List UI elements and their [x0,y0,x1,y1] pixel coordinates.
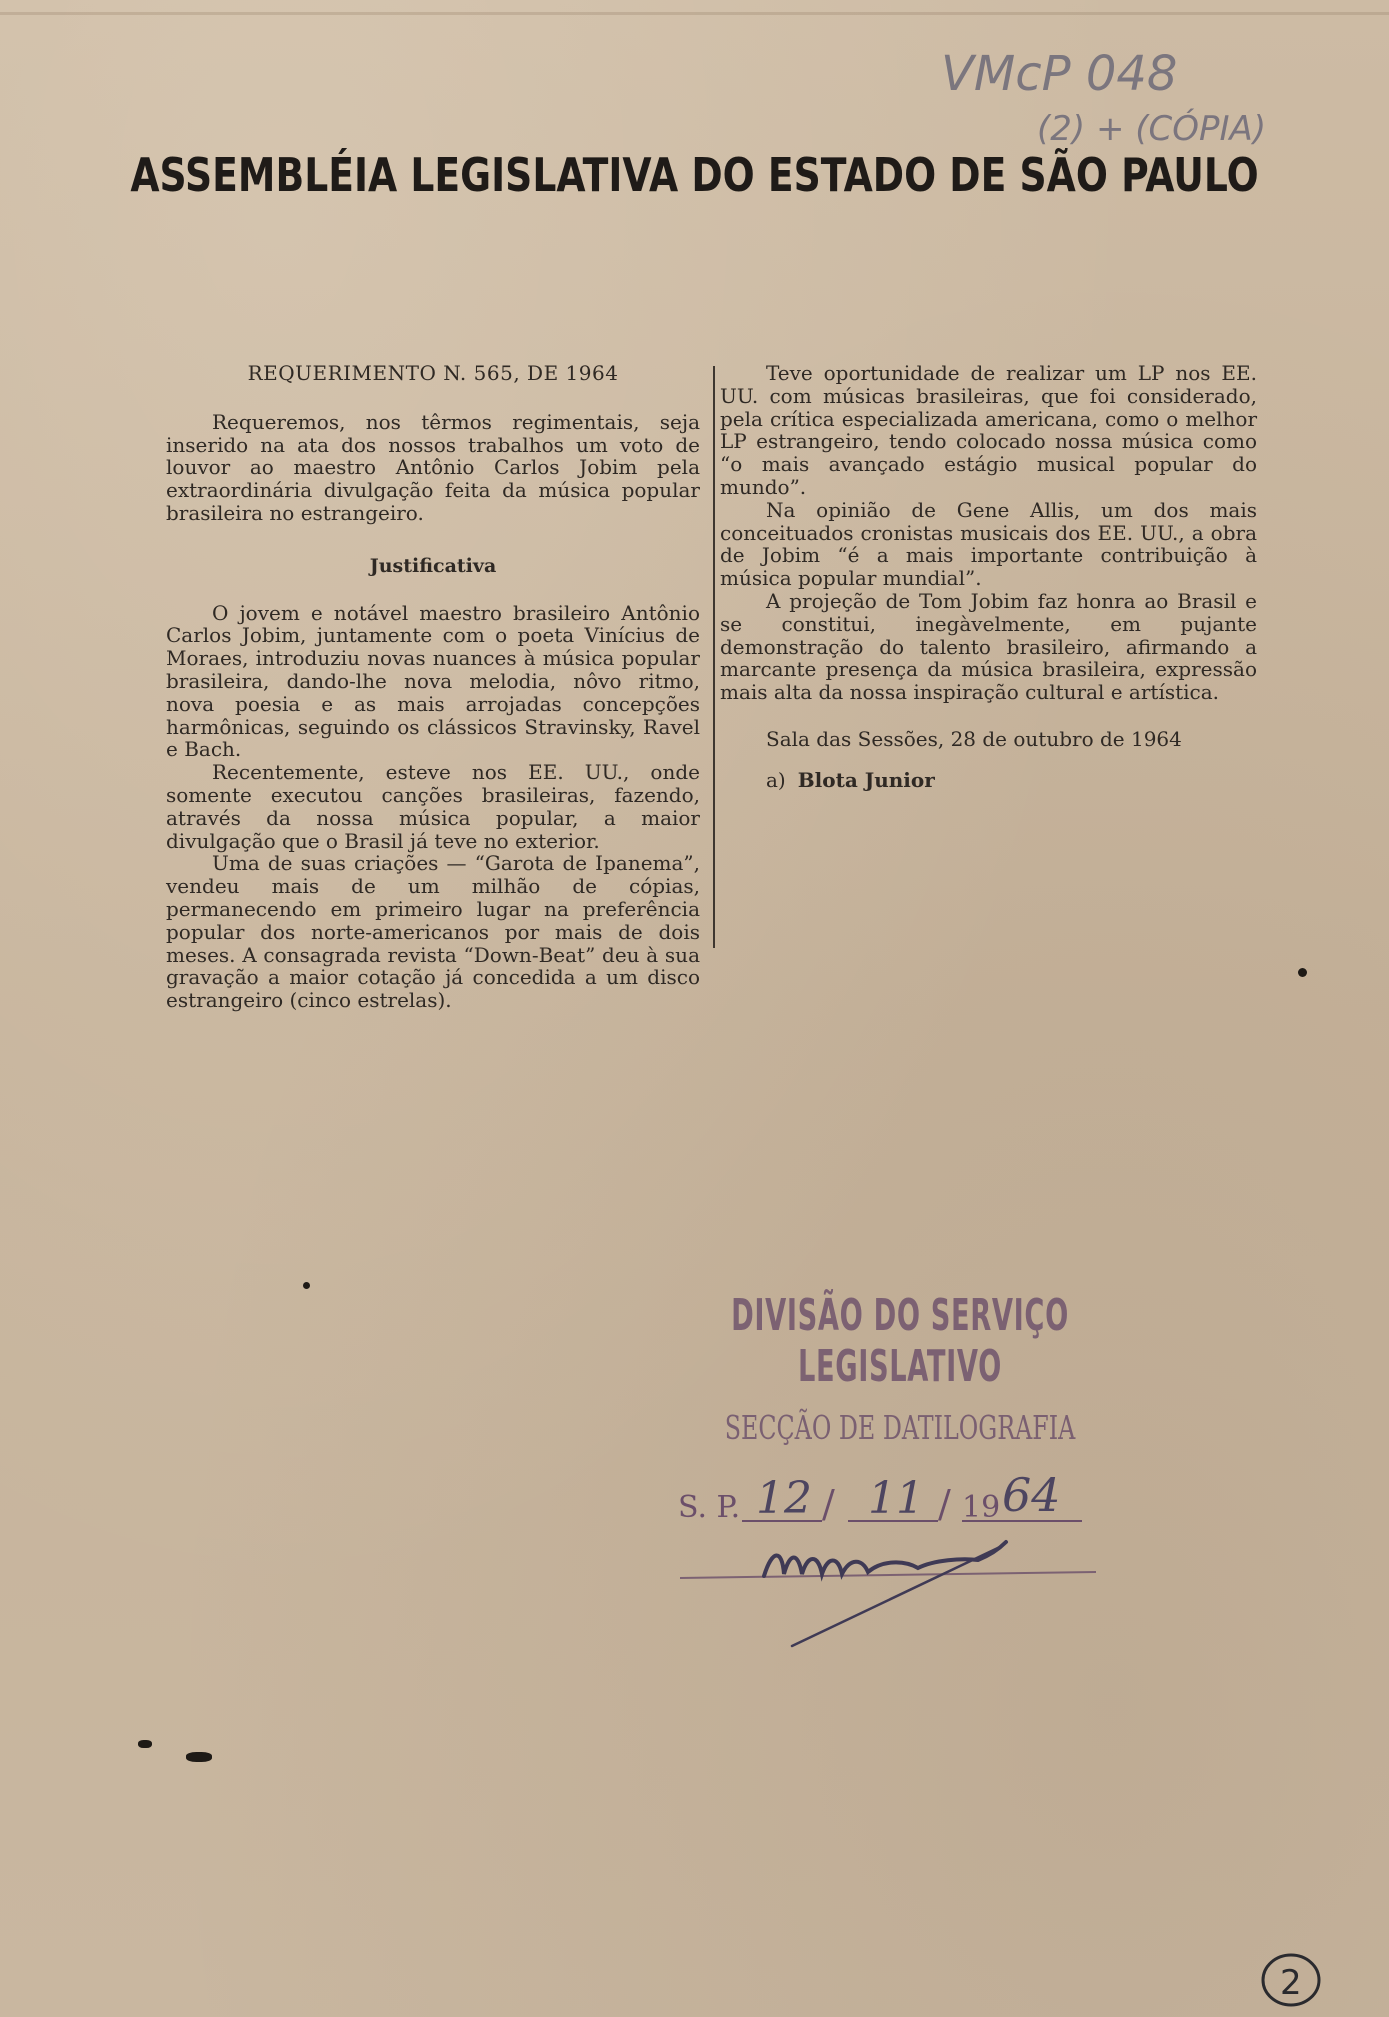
handwritten-signature [672,1530,1112,1660]
date-day: 12 [756,1473,812,1524]
paragraph-5: Na opinião de Gene Allis, um dos mais conceituados cronistas musicais dos EE. UU., a obra de Jobim “é a mais importante contribuição à música popular mundial”. [720,497,1257,591]
column-divider [713,366,715,948]
request-paragraph: Requeremos, nos têrmos regimentais, seja inserido na ata dos nossos trabalhos um voto de louvor ao maestro Antônio Carlos Jobim pela extraordinária divulgação feita da música popular brasileira no estrangeiro. [166,409,700,525]
signature-name: Blota Junior [797,767,935,792]
right-column [720,362,1257,792]
page-title: ASSEMBLÉIA LEGISLATIVA DO ESTADO DE SÃO PAULO [130,148,1259,202]
justification-heading: Justificativa [369,554,497,577]
ink-spot [186,1752,212,1762]
closing-line: Sala das Sessões, 28 de outubro de 1964 [766,726,1182,751]
date-month: 11 [868,1473,924,1524]
paragraph-3: Uma de suas criações — “Garota de Ipanema”, vendeu mais de um milhão de cópias, permanecendo em primeiro lugar na preferência popular dos norte-americanos por mais de dois meses. A consagrada revista “Down-Beat” deu à sua gravação a maior cotação já concedida a um disco estrangeiro (cinco estrelas). [166,851,700,1013]
paragraph-1: O jovem e notável maestro brasileiro Antônio Carlos Jobim, juntamente com o poeta Vinícius de Moraes, introduziu novas nuances à música popular brasileira, dando-lhe nova melodia, nôvo ritmo, nova poesia e as mais arrojadas concepções harmônicas, seguindo os clássicos Stravinsky, Ravel e Bach. [166,600,700,762]
page-number-mark [1258,1950,1324,2010]
ink-spot [303,1282,310,1289]
page-number: 2 [1280,1963,1302,2003]
date-year-prefix: 19 [962,1490,1001,1525]
stamp-division: DIVISÃO DO SERVIÇO LEGISLATIVO [731,1290,1069,1392]
requerimento-title: REQUERIMENTO N. 565, DE 1964 [247,361,619,385]
handwritten-reference-note [935,38,1355,158]
ref-line-2: (2) + (CÓPIA) [1037,109,1267,149]
left-column [166,361,700,1013]
signature-prefix: a) [766,767,786,792]
division-stamp [620,1290,1180,1447]
ref-line-1: VMcP 048 [941,46,1178,102]
paper-edge [0,12,1389,15]
svg-text:/: / [938,1482,951,1526]
ink-spot [1298,968,1307,977]
paragraph-2: Recentemente, esteve nos EE. UU., onde somente executou canções brasileiras, fazendo, através da nossa música popular, a maior divulgação que o Brasil já teve no exterior. [166,760,700,853]
paragraph-6: A projeção de Tom Jobim faz honra ao Brasil e se constitui, inegàvelmente, em pujante demonstração do talento brasileiro, afirmando a marcante presença da música brasileira, expressão mais alta da nossa inspiração cultural e artística. [720,588,1257,705]
date-prefix: S. P. [678,1490,741,1525]
paragraph-4: Teve oportunidade de realizar um LP nos EE. UU. com músicas brasileiras, que foi considerado, pela crítica especializada americana, como o melhor LP estrangeiro, tendo colocado nossa música como “o mais avançado estágio musical popular do mundo”. [720,361,1257,499]
stamp-section: SECÇÃO DE DATILOGRAFIA [724,1408,1076,1447]
date-year-suffix: 64 [1002,1468,1061,1522]
svg-text:/: / [822,1482,835,1526]
signature-line [720,769,1257,792]
ink-spot [138,1740,152,1748]
